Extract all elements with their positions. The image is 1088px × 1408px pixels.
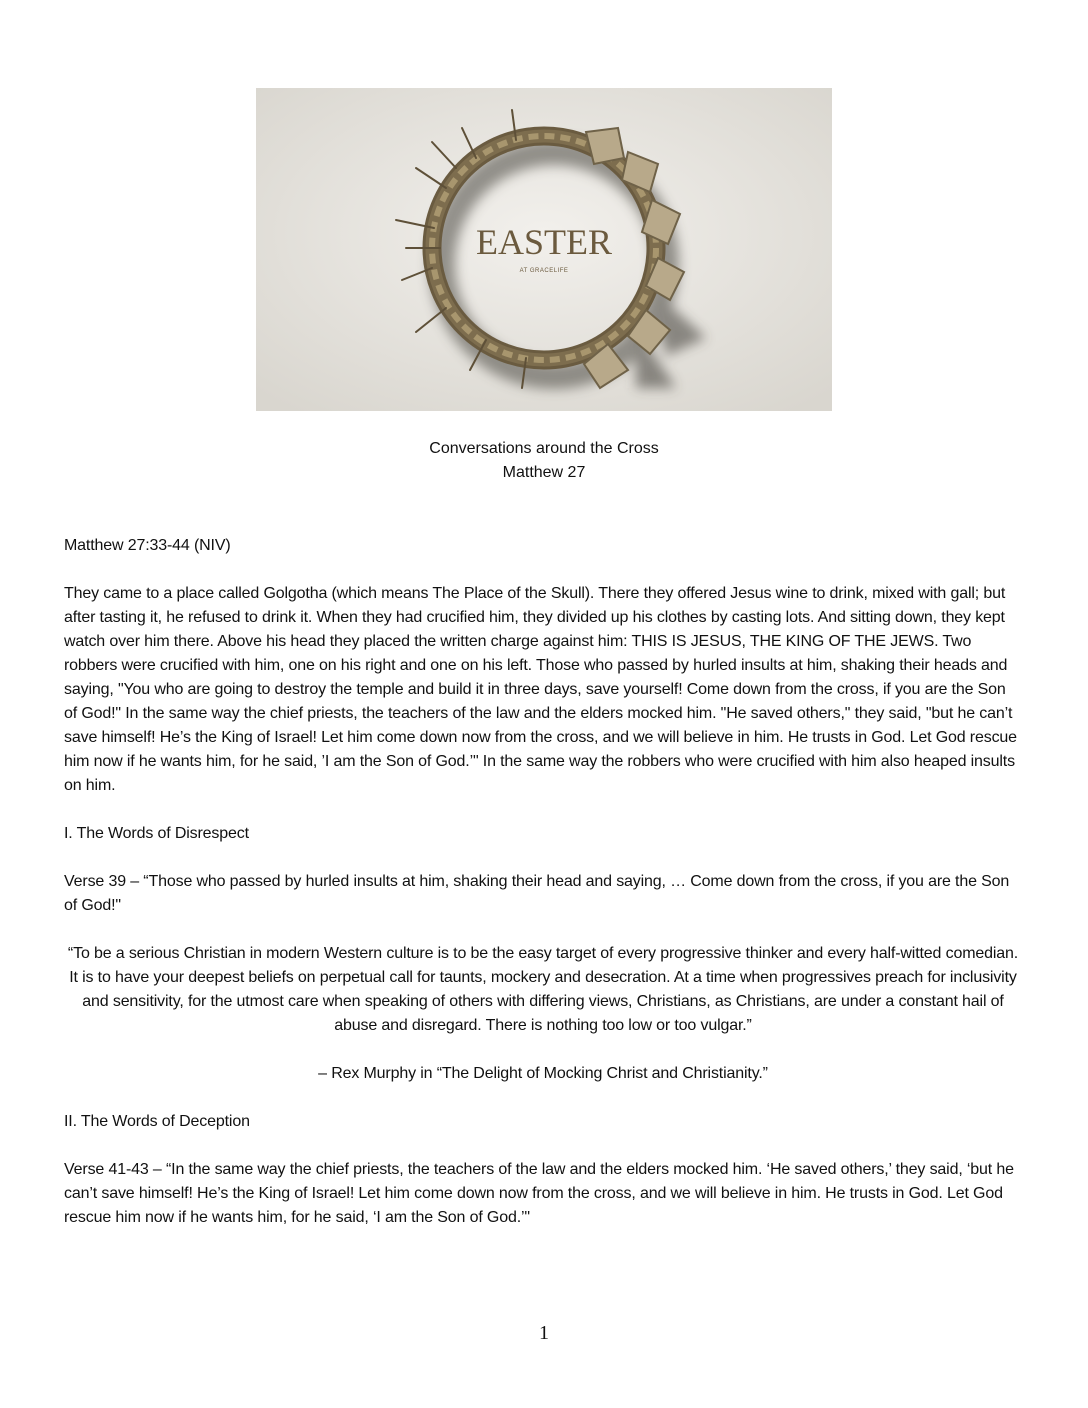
page-number: 1 [539, 1322, 549, 1344]
scripture-passage: They came to a place called Golgotha (which means The Place of the Skull). There they offered Jesus wine to drink, mixed with gall; but after tasting it, he refused to drink it. When they had crucified him, they divided up his clothes by casting lots. And sitting down, they kept watch over him there. Above his head they placed the written charge against him: THIS IS JESUS, THE KING OF THE JEWS. Two robbers were crucified with him, one on his right and one on his left. Those who passed by hurled insults at him, shaking their heads and saying, "You who are going to destroy the temple and build it in three days, save yourself! Come down from the cross, if you are the Son of God!" In the same way the chief priests, the teachers of the law and the elders mocked him. "He saved others," they said, "but he can’t save himself! He’s the King of Israel! Let him come down now from the cross, and we will believe in him. He trusts in God. Let God rescue him now if he wants him, for he said, ’I am the Son of God.’" In the same way the robbers who were crucified with him also heaped insults on him. [64, 585, 1017, 794]
rex-murphy-quote: “To be a serious Christian in modern Western culture is to be the easy target of every progressive thinker and every half-witted comedian. It is to have your deepest beliefs on perpetual call for taunts, mockery and desecration. At a time when progressives preach for inclusivity and sensitivity, for the utmost care when speaking of others with differing views, Christians, as Christians, are under a constant hail of abuse and disregard. There is nothing too low or too vulgar.” [67, 945, 1019, 1034]
section-heading-disrespect: I. The Words of Disrespect [64, 825, 249, 842]
verse-41-43: Verse 41-43 – “In the same way the chief priests, the teachers of the law and the elders mocked him. ‘He saved others,’ they said, ‘but he can’t save himself! He’s the King of Israel! Let him come down now from the cross, and we will believe in him. He trusts in God. Let God rescue him now if he wants him, for he said, ‘I am the Son of God.’" [64, 1161, 1014, 1226]
easter-banner-image [256, 88, 832, 411]
sermon-notes [64, 534, 1022, 1254]
banner-tagline: AT GRACELIFE [519, 268, 569, 274]
scripture-reference: Matthew 27:33-44 (NIV) [64, 537, 231, 554]
crown-of-thorns-icon [256, 88, 832, 411]
banner-title: EASTER [475, 222, 613, 262]
quote-attribution: – Rex Murphy in “The Delight of Mocking Christ and Christianity.” [318, 1065, 768, 1082]
verse-39: Verse 39 – “Those who passed by hurled insults at him, shaking their head and saying, … Come down from the cross, if you are the Son of God!" [64, 873, 1010, 914]
sermon-title: Conversations around the Cross [429, 440, 659, 457]
sermon-subtitle: Matthew 27 [502, 464, 586, 481]
section-heading-deception: II. The Words of Deception [64, 1113, 250, 1130]
sermon-title-block [0, 437, 1088, 485]
